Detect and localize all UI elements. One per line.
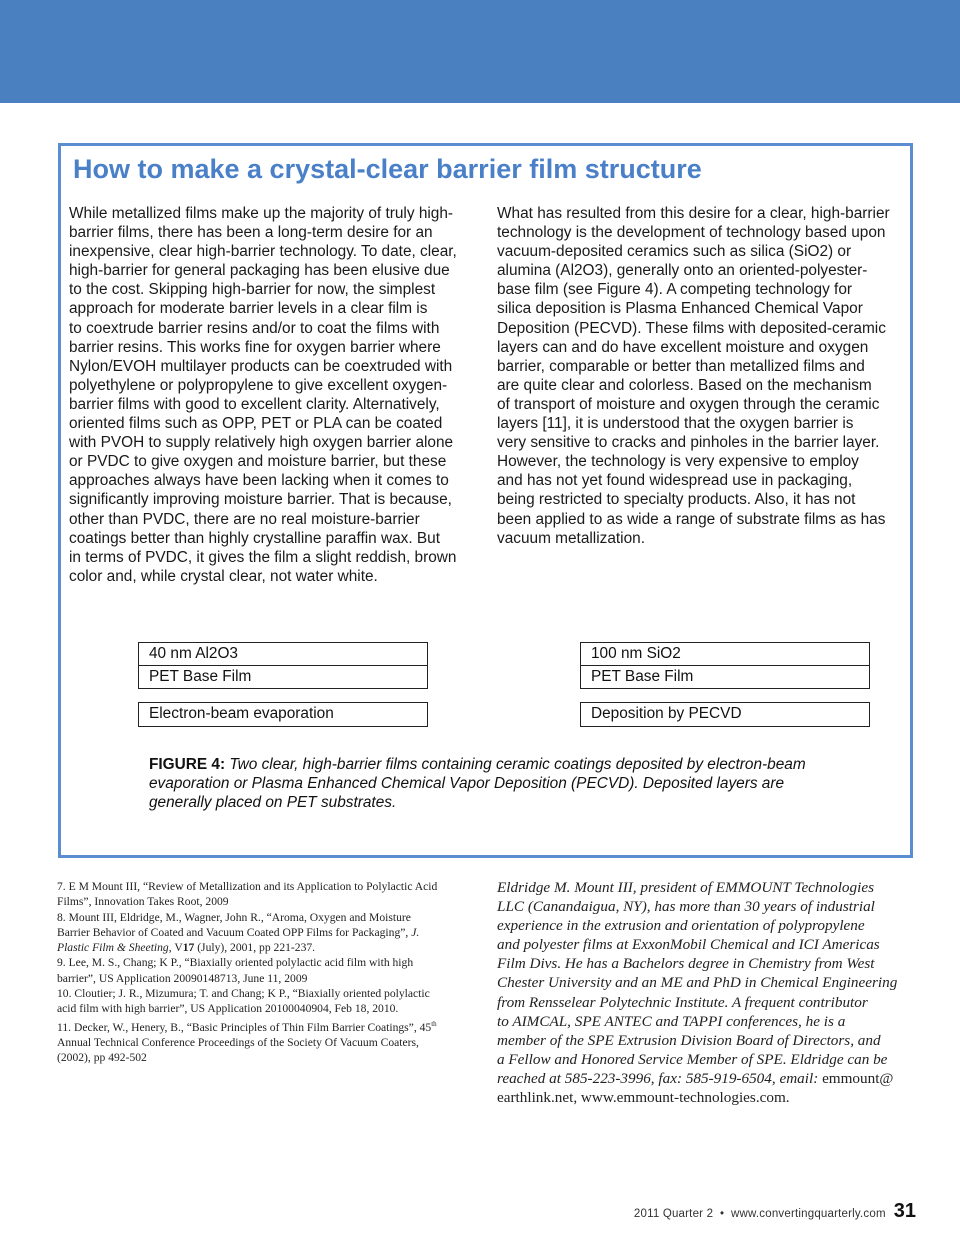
sidebar-title: How to make a crystal-clear barrier film structure [73, 154, 702, 184]
right-film-coating-layer: 100 nm SiO2 [591, 645, 681, 662]
reference-7: 7. E M Mount III, “Review of Metallization and its Application to Polylactic Acid Films”, Innovation Takes Root, 2009 [57, 880, 438, 909]
left-film-base-layer: PET Base Film [139, 665, 427, 688]
left-film-coating-layer: 40 nm Al2O3 [149, 645, 238, 662]
reference-10: 10. Cloutier; J. R., Mizumura; T. and Chang; K P., “Biaxially oriented polylactic acid film with high barrier”, US Application 20100040904, Feb 18, 2010. [57, 987, 430, 1016]
figure-caption [149, 755, 849, 813]
top-color-band [0, 0, 960, 103]
references-list [57, 879, 482, 1065]
reference-8-journal: J. Plastic Film & Sheeting [57, 925, 420, 955]
right-film-method-box: Deposition by PECVD [580, 702, 870, 727]
author-bio [497, 878, 925, 1107]
reference-8 [57, 911, 419, 955]
reference-11 [57, 1021, 437, 1065]
reference-8-text: 8. Mount III, Eldridge, M., Wagner, John R., “Aroma, Oxygen and Moisture Barrier Behavior of Coated and Vacuum Coated OPP Films for Packaging”, [57, 910, 411, 939]
sidebar-right-column: What has resulted from this desire for a clear, high-barrier technology is the development of technology based upon vacuum-deposited ceramics such as silica (SiO2) or alumina (Al2O3), generally onto an oriented-polyester- base film (see Figure 4). A competing technology for silica deposition is Plasma Enhanced Chemical Vapor Deposition (PECVD). These films with deposited-ceramic layers can and do have excellent moisture and oxygen barrier, comparable or better than metallized films and are quite clear and colorless. Based on the mechanism of transport of moisture and oxygen through the ceramic layers [11], it is understood that the oxygen barrier is very sensitive to cracks and pinholes in the barrier layer. However, the technology is very expensive to employ and has not yet found widespread use in packaging, being restricted to specialty products. Also, it has not been applied to as wide a range of substrate films as has vacuum metallization. [497, 205, 890, 547]
figure-caption-label: FIGURE 4: [149, 756, 226, 773]
reference-8-pages: (July), 2001, pp 221-237. [194, 941, 316, 955]
author-contact: emmount@ earthlink.net, www.emmount-technologies.com. [497, 1069, 894, 1107]
figure-caption-text: Two clear, high-barrier films containing ceramic coatings deposited by electron-beam evaporation or Plasma Enhanced Chemical Vapor Deposition (PECVD). Deposited layers are generally placed on PET substrates. [149, 756, 806, 812]
reference-11-superscript: th [431, 1019, 437, 1028]
sidebar-box [58, 143, 913, 858]
reference-11-rest: Annual Technical Conference Proceedings of the Society Of Vacuum Coaters, (2002), pp 492-502 [57, 1035, 419, 1065]
page-number: 31 [893, 1200, 916, 1222]
footer-issue-and-url: 2011 Quarter 2 • www.convertingquarterly.com [633, 1208, 886, 1220]
reference-8-volume: 17 [182, 941, 195, 955]
reference-8-volume-prefix: , V [168, 941, 183, 955]
author-bio-text: Eldridge M. Mount III, president of EMMOUNT Technologies LLC (Canandaigua, NY), has more than 30 years of industrial experience in the extrusion and orientation of polypropylene and polyester films at ExxonMobil Chemical and ICI Americas Film Divs. He has a Bachelors degree in Chemistry from West Chester University and an ME and PhD in Chemical Engineering from Rensselear Polytechnic Institute. A frequent contributor to AIMCAL, SPE ANTEC and TAPPI conferences, he is a member of the SPE Extrusion Division Board of Directors, and a Fellow and Honored Service Member of SPE. Eldridge can be reached at 585-223-3996, fax: 585-919-6504, email: [497, 879, 898, 1087]
left-film-method-box: Electron-beam evaporation [138, 702, 428, 727]
right-film-stack [580, 642, 870, 689]
sidebar-left-column: While metallized films make up the majority of truly high- barrier films, there has been a long-term desire for an inexpensive, clear high-barrier technology. To date, clear, high-barrier for general packaging has been elusive due to the cost. Skipping high-barrier for now, the simplest approach for moderate barrier levels in a clear film is to coextrude barrier resins and/or to coat the films with barrier resins. This works fine for oxygen barrier where Nylon/EVOH multilayer products can be coextruded with polyethylene or polypropylene to give excellent oxygen- barrier films with good to excellent clarity. Alternatively, oriented films such as OPP, PET or PLA can be coated with PVOH to supply relatively high oxygen barrier alone or PVDC to give oxygen and moisture barrier, but these approaches always have been lacking when it comes to significantly improving moisture barrier. That is because, other than PVDC, there are no real moisture-barrier coatings better than highly crystalline paraffin wax. But in terms of PVDC, it gives the film a slight reddish, brown color and, while crystal clear, not water white. [69, 205, 457, 585]
left-film-stack [138, 642, 428, 689]
reference-11-text: 11. Decker, W., Henery, B., “Basic Principles of Thin Film Barrier Coatings”, 45 [57, 1020, 432, 1034]
reference-9: 9. Lee, M. S., Chang; K P., “Biaxially oriented polylactic acid film with high barrier”, US Application 20090148713, June 11, 2009 [57, 956, 414, 985]
page-footer [634, 1200, 916, 1223]
right-film-base-layer: PET Base Film [581, 665, 869, 688]
